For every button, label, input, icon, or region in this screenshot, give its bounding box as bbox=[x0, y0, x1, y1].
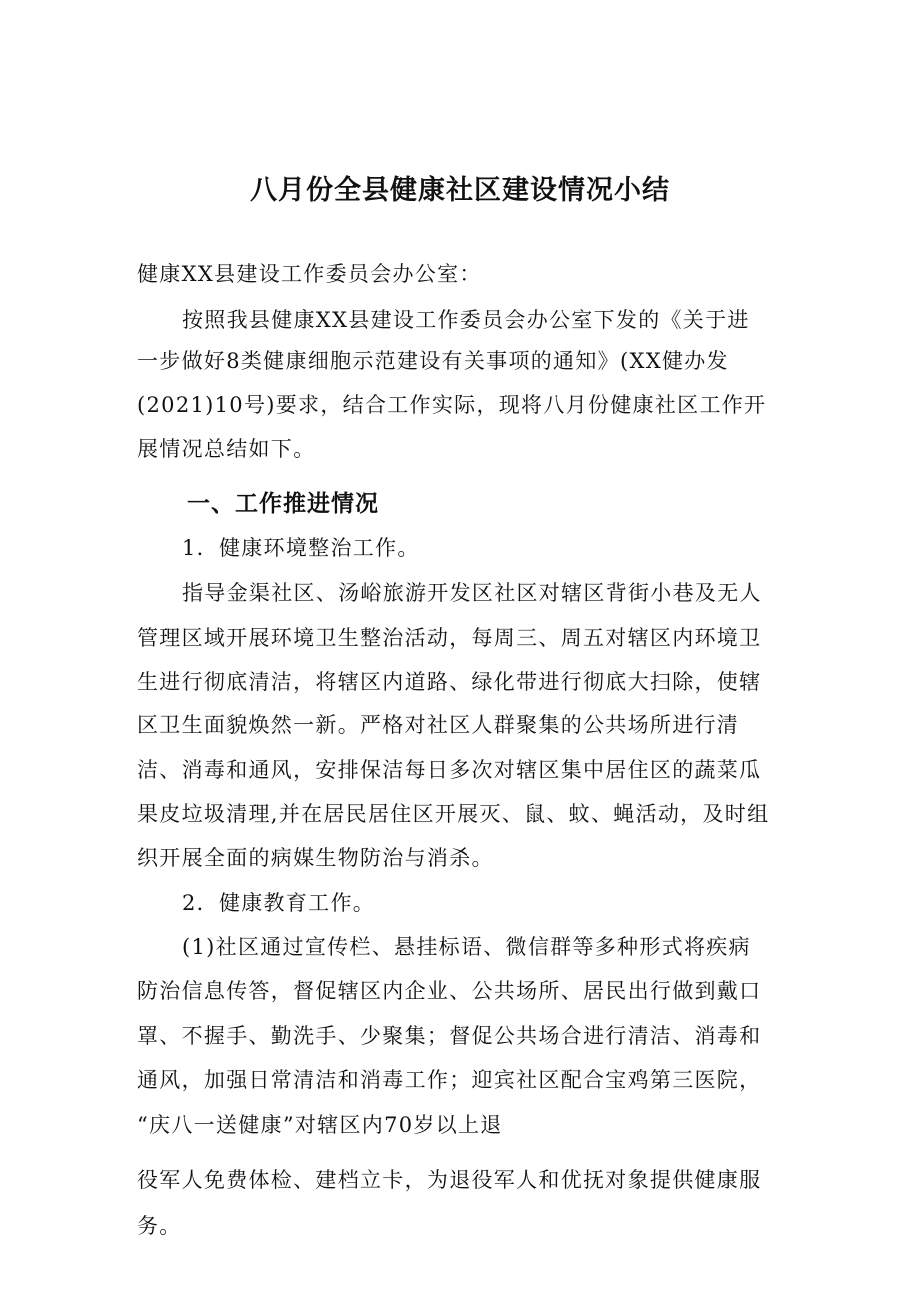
item1-line-4: 区卫生面貌焕然一新。严格对社区人群聚集的公共场所进行清 bbox=[137, 713, 740, 737]
item2-continued-line-1: 役军人免费体检、建档立卡，为退役军人和优抚对象提供健康服 bbox=[137, 1168, 762, 1192]
intro-line-1: 按照我县健康XX县建设工作委员会办公室下发的《关于进 bbox=[182, 308, 750, 332]
item1-line-5: 洁、消毒和通风，安排保洁每日多次对辖区集中居住区的蔬菜瓜 bbox=[137, 758, 762, 782]
item2-line-3: 罩、不握手、勤洗手、少聚集；督促公共场合进行清洁、消毒和 bbox=[137, 1024, 762, 1048]
item2-line-5: “庆八一送健康”对辖区内70岁以上退 bbox=[137, 1113, 503, 1137]
item1-title: 1．健康环境整治工作。 bbox=[182, 536, 420, 560]
intro-line-2: 一步做好8类健康细胞示范建设有关事项的通知》(XX健办发 bbox=[137, 349, 729, 373]
item2-line-2: 防治信息传答，督促辖区内企业、公共场所、居民出行做到戴口 bbox=[137, 979, 762, 1003]
addressee-line: 健康XX县建设工作委员会办公室： bbox=[137, 262, 482, 286]
section-heading: 一、工作推进情况 bbox=[187, 491, 379, 517]
item1-line-3: 生进行彻底清洁，将辖区内道路、绿化带进行彻底大扫除，使辖 bbox=[137, 670, 762, 694]
document-title: 八月份全县健康社区建设情况小结 bbox=[250, 175, 670, 206]
item1-line-1: 指导金渠社区、汤峪旅游开发区社区对辖区背街小巷及无人 bbox=[182, 581, 762, 605]
item2-line-4: 通风，加强日常清洁和消毒工作；迎宾社区配合宝鸡第三医院， bbox=[137, 1068, 762, 1092]
item1-line-2: 管理区域开展环境卫生整治活动，每周三、周五对辖区内环境卫 bbox=[137, 626, 762, 650]
intro-line-4: 展情况总结如下。 bbox=[137, 437, 316, 461]
item2-title: 2．健康教育工作。 bbox=[182, 891, 376, 915]
item2-continued-line-2: 务。 bbox=[137, 1214, 182, 1238]
item1-line-7: 织开展全面的病媒生物防治与消杀。 bbox=[137, 846, 494, 870]
intro-line-3: (2021)10号)要求，结合工作实际，现将八月份健康社区工作开 bbox=[137, 393, 767, 417]
item2-line-1: (1)社区通过宣传栏、悬挂标语、微信群等多种形式将疾病 bbox=[182, 935, 751, 959]
item1-line-6: 果皮垃圾清理,并在居民居住区开展灭、鼠、蚊、蝇活动，及时组 bbox=[137, 802, 770, 826]
